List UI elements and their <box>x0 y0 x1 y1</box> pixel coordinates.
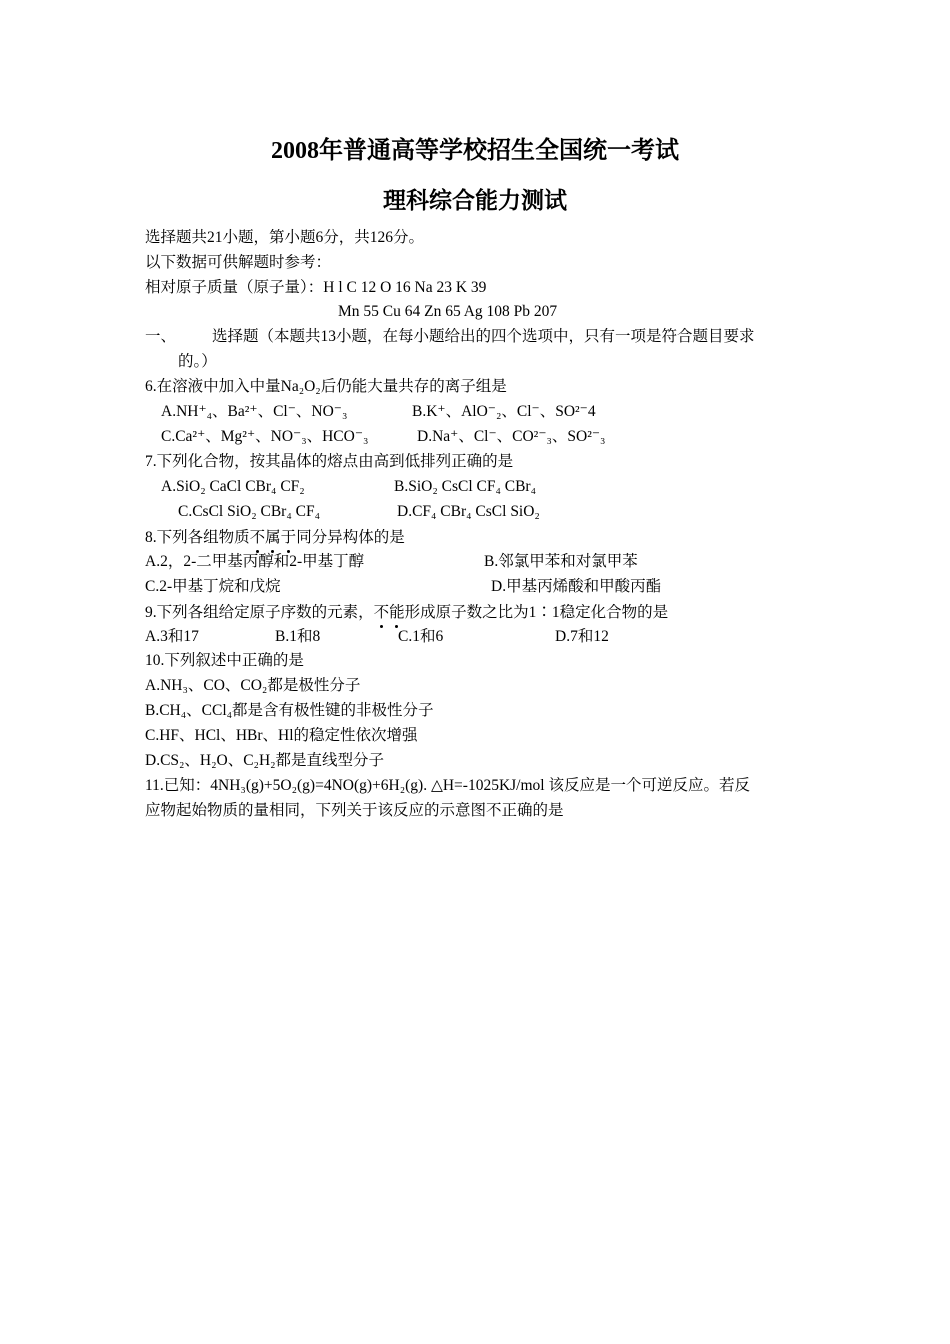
page-title: 2008年普通高等学校招生全国统一考试 <box>271 138 679 164</box>
section-label: 一、 <box>145 328 177 345</box>
q7-option-d: D.CF₄ CBr₄ CsCl SiO₂ <box>397 503 540 520</box>
q7-option-c: C.CsCl SiO₂ CBr₄ CF₄ <box>178 503 320 520</box>
q6-option-b: B.K⁺、AlO⁻₂、Cl⁻、SO²⁻4 <box>412 403 596 420</box>
q8-stem-emphasis <box>250 529 297 546</box>
q9-option-b: B.1和8 <box>275 628 321 645</box>
q8-option-c: C.2-甲基丁烷和戊烷 <box>145 578 281 595</box>
q11-stem-line-1: 11.已知：4NH₃(g)+5O₂(g)=4NO(g)+6H₂(g). △H=-1025KJ/mol 该反应是一个可逆反应。若反 <box>145 777 750 794</box>
emphasis-char: 不 <box>373 604 390 621</box>
section-heading: 选择题（本题共13小题，在每小题给出的四个选项中，只有一项是符合题目要求 <box>212 328 755 345</box>
q6-option-d: D.Na⁺、Cl⁻、CO²⁻₃、SO²⁻₃ <box>417 428 606 445</box>
q9-stem-emphasis <box>374 604 405 621</box>
q6-stem: 6.在溶液中加入中量Na₂O₂后仍能大量共存的离子组是 <box>145 378 507 395</box>
q9-stem <box>145 603 668 623</box>
q10-option-a: A.NH₃、CO、CO₂都是极性分子 <box>145 677 361 694</box>
q9-stem-pre: 9.下列各组给定原子序数的元素， <box>145 604 374 621</box>
q9-option-d: D.7和12 <box>555 628 609 645</box>
emphasis-char: 能 <box>389 604 405 621</box>
q10-option-c: C.HF、HCl、HBr、Hl的稳定性依次增强 <box>145 727 418 744</box>
q11-stem-line-2: 应物起始物质的量相同，下列关于该反应的示意图不正确的是 <box>145 802 564 819</box>
section-heading-cont: 的。） <box>178 353 217 370</box>
intro-line-2: 以下数据可供解题时参考： <box>145 254 332 271</box>
q8-option-b: B.邻氯甲苯和对氯甲苯 <box>484 553 638 570</box>
q9-option-a: A.3和17 <box>145 628 199 645</box>
atomic-mass-line-1: 相对原子质量（原子量）：H l C 12 O 16 Na 23 K 39 <box>145 279 487 296</box>
atomic-mass-line-2: Mn 55 Cu 64 Zn 65 Ag 108 Pb 207 <box>338 303 558 320</box>
q8-stem <box>145 528 405 548</box>
page-subtitle: 理科综合能力测试 <box>383 188 567 213</box>
q7-stem: 7.下列化合物，按其晶体的熔点由高到低排列正确的是 <box>145 453 514 470</box>
emphasis-char: 于 <box>280 529 297 546</box>
emphasis-char: 不 <box>249 529 266 546</box>
q9-stem-post: 形成原子数之比为1∶1稳定化合物的是 <box>404 604 669 621</box>
intro-line-1: 选择题共21小题，第小题6分，共126分。 <box>145 229 425 246</box>
emphasis-char: 属 <box>265 529 281 546</box>
q7-option-a: A.SiO₂ CaCl CBr₄ CF₂ <box>161 478 305 495</box>
q10-option-b: B.CH₄、CCl₄都是含有极性键的非极性分子 <box>145 702 434 719</box>
q7-option-b: B.SiO₂ CsCl CF₄ CBr₄ <box>394 478 536 495</box>
q9-option-c: C.1和6 <box>398 628 444 645</box>
q8-stem-pre: 8.下列各组物质 <box>145 529 250 546</box>
q8-option-a: A.2，2-二甲基丙醇和2-甲基丁醇 <box>145 553 365 570</box>
q6-option-c: C.Ca²⁺、Mg²⁺、NO⁻₃、HCO⁻₃ <box>161 428 369 445</box>
q10-stem: 10.下列叙述中正确的是 <box>145 652 304 669</box>
q8-option-d: D.甲基丙烯酸和甲酸丙酯 <box>491 578 662 595</box>
q10-option-d: D.CS₂、H₂O、C₂H₂都是直线型分子 <box>145 752 385 769</box>
q6-option-a: A.NH⁺₄、Ba²⁺、Cl⁻、NO⁻₃ <box>161 403 348 420</box>
q8-stem-post: 同分异构体的是 <box>296 529 405 546</box>
